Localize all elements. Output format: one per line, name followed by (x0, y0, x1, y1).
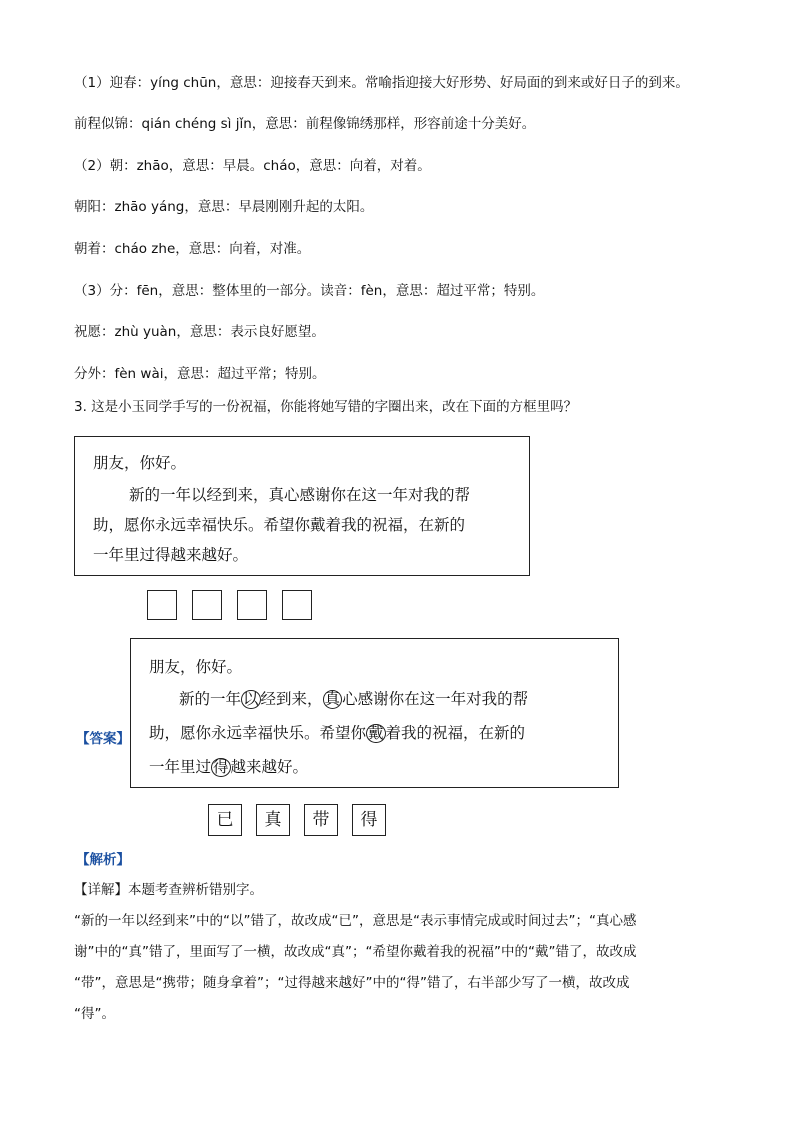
card-line: 新的一年以经到来，真心感谢你在这一年对我的帮 (129, 486, 471, 504)
answer-card (130, 638, 619, 788)
circled-error-char: 得 (213, 758, 229, 776)
circled-error-char: 真 (324, 690, 341, 708)
detail-line: “得”。 (74, 1006, 115, 1022)
circled-error-char: 以 (243, 690, 259, 708)
text-line: （3）分：fēn，意思：整体里的一部分。读音：fèn，意思：超过平常；特别。 (74, 283, 545, 299)
answer-blank-box[interactable] (282, 590, 312, 620)
card-text: 新的一年 (179, 690, 242, 708)
detail-line: “带”，意思是“携带；随身拿着”；“过得越来越好”中的“得”错了，右半部少写了一横，故改成 (74, 975, 630, 991)
text-line: 朝着：cháo zhe，意思：向着，对准。 (74, 241, 311, 257)
card-text: 经到来， (260, 690, 323, 708)
text-line: 分外：fèn wài，意思：超过平常；特别。 (74, 366, 326, 382)
card-text: 着我的祝福，在新的 (385, 724, 526, 742)
circled-error-char: 戴 (368, 724, 384, 742)
card-line: 朋友，你好。 (93, 454, 187, 472)
corrected-char-box: 真 (256, 804, 290, 836)
corrected-char-box: 带 (304, 804, 338, 836)
card-line (179, 687, 528, 709)
text-line: （2）朝：zhāo，意思：早晨。cháo，意思：向着，对着。 (74, 158, 431, 174)
card-text: 心感谢你在这一年对我的帮 (342, 690, 529, 708)
card-line: 一年里过得越来越好。 (93, 546, 249, 564)
question-text: 3. 这是小玉同学手写的一份祝福，你能将她写错的字圈出来，改在下面的方框里吗？ (74, 399, 578, 415)
text-line: 前程似锦：qián chéng sì jǐn，意思：前程像锦绣那样，形容前途十分美好。 (74, 116, 536, 132)
card-line (149, 755, 308, 777)
card-text: 越来越好。 (230, 758, 309, 776)
text-line: 祝愿：zhù yuàn，意思：表示良好愿望。 (74, 324, 325, 340)
text-line: （1）迎春：yíng chūn，意思：迎接春天到来。常喻指迎接大好形势、好局面的到来或好日子的到来。 (74, 75, 689, 91)
card-line: 助，愿你永远幸福快乐。希望你戴着我的祝福，在新的 (93, 516, 466, 534)
text-line: 朝阳：zhāo yáng，意思：早晨刚刚升起的太阳。 (74, 199, 374, 215)
answer-blank-box[interactable] (237, 590, 267, 620)
detail-line: “新的一年以经到来”中的“以”错了，故改成“已”，意思是“表示事情完成或时间过去”；“真心感 (74, 913, 637, 929)
detail-line: 【详解】本题考查辨析错别字。 (74, 882, 263, 898)
card-line: 朋友，你好。 (149, 658, 243, 676)
card-line (149, 721, 525, 743)
answer-blank-box[interactable] (192, 590, 222, 620)
corrected-char-box: 已 (208, 804, 242, 836)
answer-blank-box[interactable] (147, 590, 177, 620)
handwritten-card (74, 436, 530, 576)
detail-line: 谢”中的“真”错了，里面写了一横，故改成“真”；“希望你戴着我的祝福”中的“戴”错了，故改成 (74, 944, 637, 960)
card-text: 助，愿你永远幸福快乐。希望你 (149, 724, 367, 742)
corrected-char-box: 得 (352, 804, 386, 836)
answer-label: 【答案】 (76, 731, 130, 747)
analysis-label: 【解析】 (76, 852, 130, 868)
card-text: 一年里过 (149, 758, 212, 776)
